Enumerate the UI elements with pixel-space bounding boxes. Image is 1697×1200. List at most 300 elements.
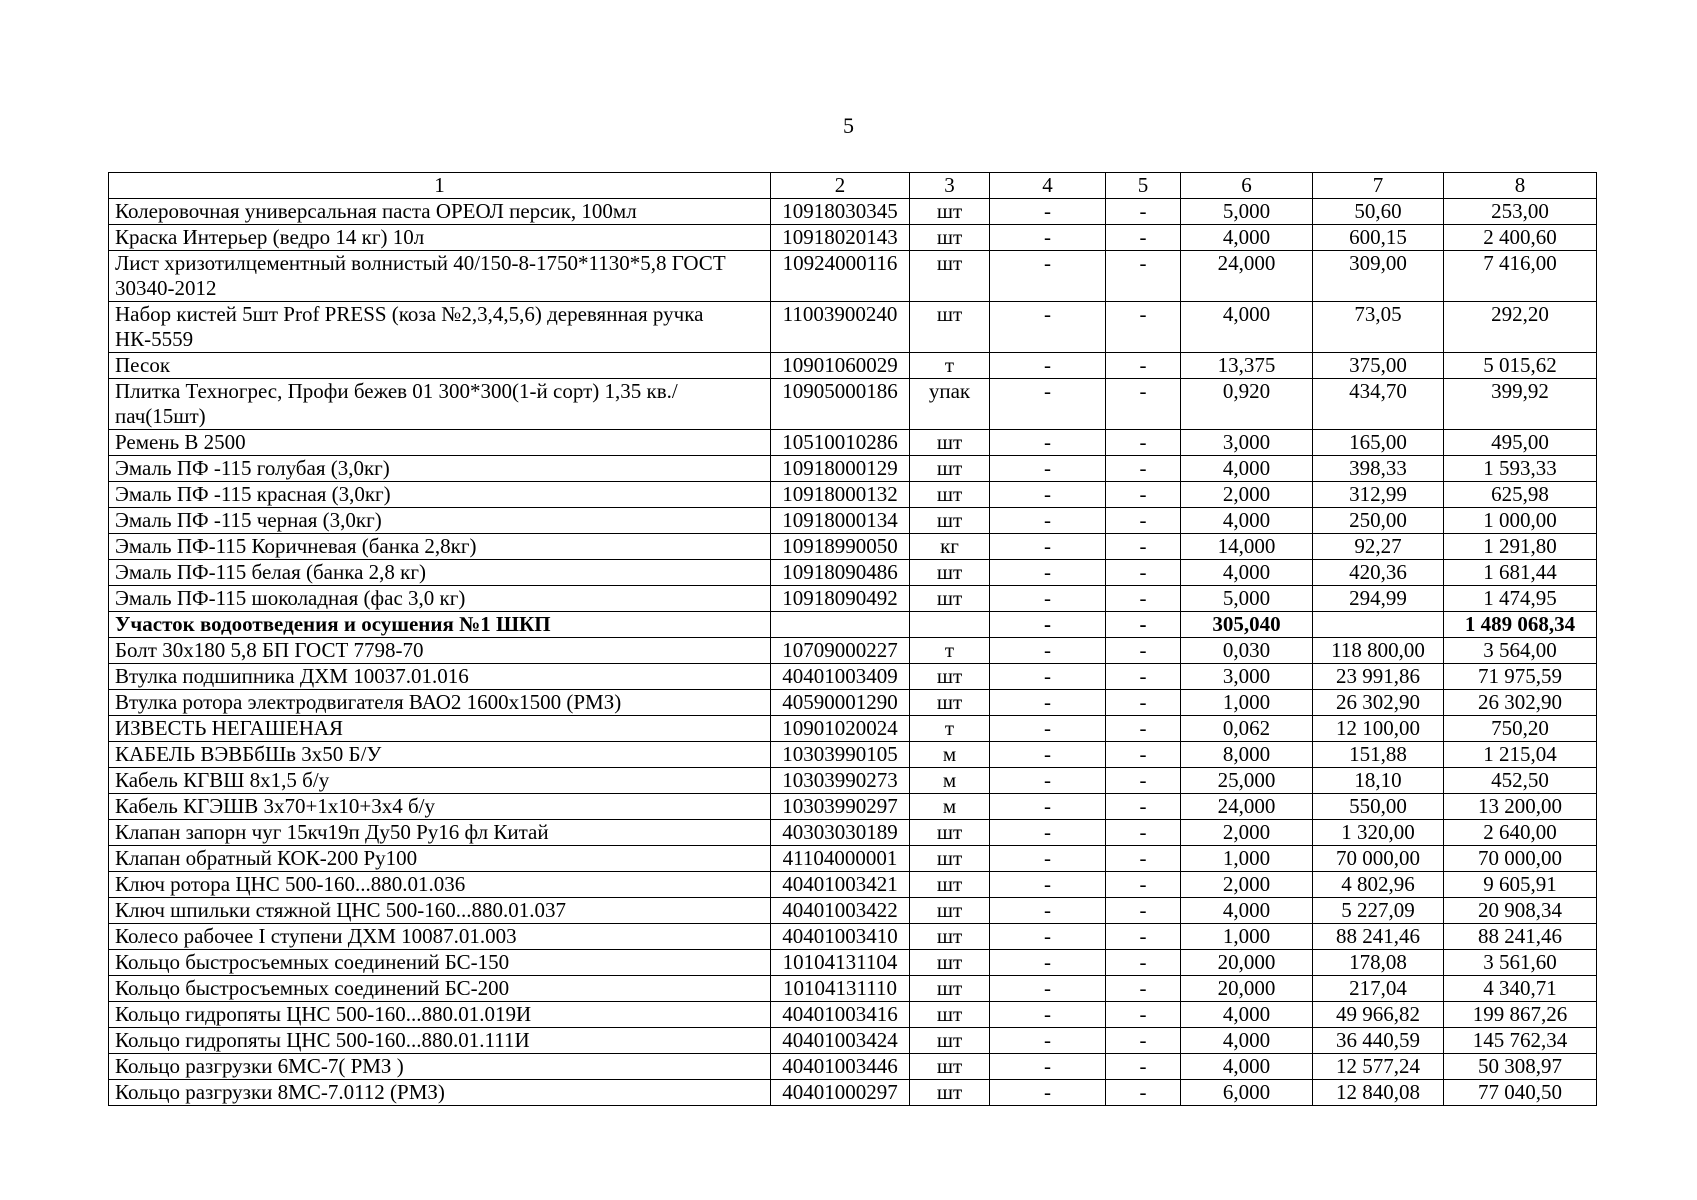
sum-cell: 4 340,71 <box>1444 976 1597 1002</box>
quantity-cell: 0,062 <box>1181 716 1313 742</box>
col4-cell: - <box>990 950 1106 976</box>
item-name-cell: Эмаль ПФ-115 шоколадная (фас 3,0 кг) <box>109 586 771 612</box>
sum-cell: 399,92 <box>1444 379 1597 430</box>
column-number: 4 <box>990 173 1106 199</box>
unit-cell: шт <box>910 872 990 898</box>
price-cell: 23 991,86 <box>1313 664 1444 690</box>
price-cell: 12 577,24 <box>1313 1054 1444 1080</box>
item-code-cell: 40401003446 <box>771 1054 910 1080</box>
unit-cell: шт <box>910 820 990 846</box>
unit-cell: шт <box>910 1080 990 1106</box>
price-cell: 178,08 <box>1313 950 1444 976</box>
table-row <box>109 199 1597 225</box>
item-name-cell: Участок водоотведения и осушения №1 ШКП <box>109 612 771 638</box>
item-code-cell <box>771 612 910 638</box>
unit-cell: шт <box>910 482 990 508</box>
item-name-cell: Болт 30х180 5,8 БП ГОСТ 7798-70 <box>109 638 771 664</box>
unit-cell: шт <box>910 225 990 251</box>
item-name-cell: Ключ ротора ЦНС 500-160...880.01.036 <box>109 872 771 898</box>
quantity-cell: 2,000 <box>1181 482 1313 508</box>
price-cell: 50,60 <box>1313 199 1444 225</box>
column-number: 7 <box>1313 173 1444 199</box>
quantity-cell: 8,000 <box>1181 742 1313 768</box>
col4-cell: - <box>990 898 1106 924</box>
col5-cell: - <box>1106 1028 1181 1054</box>
col4-cell: - <box>990 872 1106 898</box>
table-row <box>109 534 1597 560</box>
item-name-cell: Клапан обратный КОК-200 Ру100 <box>109 846 771 872</box>
item-name-cell: Набор кистей 5шт Prof PRESS (коза №2,3,4,5,6) деревянная ручка НК-5559 <box>109 302 771 353</box>
col5-cell: - <box>1106 950 1181 976</box>
table-row <box>109 508 1597 534</box>
item-name-cell: Втулка подшипника ДХМ 10037.01.016 <box>109 664 771 690</box>
quantity-cell: 24,000 <box>1181 794 1313 820</box>
sum-cell: 1 681,44 <box>1444 560 1597 586</box>
table-row <box>109 638 1597 664</box>
quantity-cell: 2,000 <box>1181 872 1313 898</box>
col5-cell: - <box>1106 612 1181 638</box>
quantity-cell: 4,000 <box>1181 225 1313 251</box>
quantity-cell: 20,000 <box>1181 976 1313 1002</box>
sum-cell: 71 975,59 <box>1444 664 1597 690</box>
col4-cell: - <box>990 1054 1106 1080</box>
item-name-cell: Колесо рабочее I ступени ДХМ 10087.01.003 <box>109 924 771 950</box>
item-code-cell: 40401003424 <box>771 1028 910 1054</box>
column-number-row <box>109 173 1597 199</box>
table-row <box>109 976 1597 1002</box>
price-cell: 434,70 <box>1313 379 1444 430</box>
col4-cell: - <box>990 482 1106 508</box>
unit-cell: т <box>910 353 990 379</box>
quantity-cell: 13,375 <box>1181 353 1313 379</box>
col4-cell: - <box>990 846 1106 872</box>
col4-cell: - <box>990 742 1106 768</box>
table-row <box>109 768 1597 794</box>
item-name-cell: Втулка ротора электродвигателя ВАО2 1600х1500 (РМЗ) <box>109 690 771 716</box>
unit-cell: шт <box>910 560 990 586</box>
col4-cell: - <box>990 251 1106 302</box>
col4-cell: - <box>990 560 1106 586</box>
item-code-cell: 10918090492 <box>771 586 910 612</box>
item-name-cell: Эмаль ПФ -115 черная (3,0кг) <box>109 508 771 534</box>
price-cell: 36 440,59 <box>1313 1028 1444 1054</box>
table-row <box>109 456 1597 482</box>
unit-cell <box>910 612 990 638</box>
quantity-cell: 0,030 <box>1181 638 1313 664</box>
quantity-cell: 24,000 <box>1181 251 1313 302</box>
col4-cell: - <box>990 379 1106 430</box>
sum-cell: 5 015,62 <box>1444 353 1597 379</box>
item-name-cell: Лист хризотилцементный волнистый 40/150-8-1750*1130*5,8 ГОСТ 30340-2012 <box>109 251 771 302</box>
table-row <box>109 664 1597 690</box>
col4-cell: - <box>990 534 1106 560</box>
item-code-cell: 10303990297 <box>771 794 910 820</box>
col5-cell: - <box>1106 560 1181 586</box>
price-cell: 398,33 <box>1313 456 1444 482</box>
unit-cell: шт <box>910 456 990 482</box>
col5-cell: - <box>1106 820 1181 846</box>
item-code-cell: 40303030189 <box>771 820 910 846</box>
price-cell: 88 241,46 <box>1313 924 1444 950</box>
item-name-cell: Колеровочная универсальная паста ОРЕОЛ персик, 100мл <box>109 199 771 225</box>
sum-cell: 9 605,91 <box>1444 872 1597 898</box>
item-code-cell: 10901060029 <box>771 353 910 379</box>
unit-cell: шт <box>910 1054 990 1080</box>
sum-cell: 292,20 <box>1444 302 1597 353</box>
quantity-cell: 4,000 <box>1181 508 1313 534</box>
sum-cell: 1 000,00 <box>1444 508 1597 534</box>
col4-cell: - <box>990 820 1106 846</box>
item-name-cell: Кольцо разгрузки 6МС-7( РМЗ ) <box>109 1054 771 1080</box>
price-cell: 250,00 <box>1313 508 1444 534</box>
item-code-cell: 10918990050 <box>771 534 910 560</box>
quantity-cell: 5,000 <box>1181 586 1313 612</box>
item-code-cell: 10303990105 <box>771 742 910 768</box>
item-code-cell: 40401003409 <box>771 664 910 690</box>
col4-cell: - <box>990 664 1106 690</box>
col5-cell: - <box>1106 586 1181 612</box>
col4-cell: - <box>990 1028 1106 1054</box>
col5-cell: - <box>1106 976 1181 1002</box>
unit-cell: шт <box>910 898 990 924</box>
item-code-cell: 10303990273 <box>771 768 910 794</box>
price-cell: 49 966,82 <box>1313 1002 1444 1028</box>
item-code-cell: 10104131110 <box>771 976 910 1002</box>
sum-cell: 253,00 <box>1444 199 1597 225</box>
quantity-cell: 4,000 <box>1181 560 1313 586</box>
table-row <box>109 251 1597 302</box>
quantity-cell: 4,000 <box>1181 1002 1313 1028</box>
sum-cell: 1 489 068,34 <box>1444 612 1597 638</box>
price-cell: 550,00 <box>1313 794 1444 820</box>
col5-cell: - <box>1106 1002 1181 1028</box>
table-row <box>109 846 1597 872</box>
item-name-cell: Эмаль ПФ-115 белая (банка 2,8 кг) <box>109 560 771 586</box>
item-name-cell: Эмаль ПФ -115 красная (3,0кг) <box>109 482 771 508</box>
col5-cell: - <box>1106 302 1181 353</box>
quantity-cell: 2,000 <box>1181 820 1313 846</box>
unit-cell: м <box>910 768 990 794</box>
col5-cell: - <box>1106 846 1181 872</box>
col5-cell: - <box>1106 742 1181 768</box>
sum-cell: 750,20 <box>1444 716 1597 742</box>
item-code-cell: 10918090486 <box>771 560 910 586</box>
col5-cell: - <box>1106 924 1181 950</box>
col4-cell: - <box>990 612 1106 638</box>
col5-cell: - <box>1106 794 1181 820</box>
quantity-cell: 4,000 <box>1181 898 1313 924</box>
unit-cell: шт <box>910 199 990 225</box>
col5-cell: - <box>1106 898 1181 924</box>
unit-cell: шт <box>910 251 990 302</box>
table-row <box>109 586 1597 612</box>
col4-cell: - <box>990 794 1106 820</box>
col5-cell: - <box>1106 872 1181 898</box>
unit-cell: шт <box>910 950 990 976</box>
item-code-cell: 10905000186 <box>771 379 910 430</box>
unit-cell: шт <box>910 976 990 1002</box>
col4-cell: - <box>990 638 1106 664</box>
price-cell: 18,10 <box>1313 768 1444 794</box>
item-name-cell: Кольцо гидропяты ЦНС 500-160...880.01.111И <box>109 1028 771 1054</box>
unit-cell: шт <box>910 664 990 690</box>
unit-cell: шт <box>910 586 990 612</box>
table-row <box>109 1002 1597 1028</box>
column-number: 3 <box>910 173 990 199</box>
table-row <box>109 560 1597 586</box>
price-cell: 375,00 <box>1313 353 1444 379</box>
col4-cell: - <box>990 976 1106 1002</box>
item-code-cell: 10924000116 <box>771 251 910 302</box>
col5-cell: - <box>1106 638 1181 664</box>
quantity-cell: 5,000 <box>1181 199 1313 225</box>
price-cell <box>1313 612 1444 638</box>
price-cell: 312,99 <box>1313 482 1444 508</box>
item-name-cell: КАБЕЛЬ ВЭВБбШв 3х50 Б/У <box>109 742 771 768</box>
price-cell: 12 100,00 <box>1313 716 1444 742</box>
col5-cell: - <box>1106 430 1181 456</box>
unit-cell: шт <box>910 430 990 456</box>
sum-cell: 77 040,50 <box>1444 1080 1597 1106</box>
column-number: 6 <box>1181 173 1313 199</box>
item-code-cell: 10104131104 <box>771 950 910 976</box>
sum-cell: 1 593,33 <box>1444 456 1597 482</box>
unit-cell: шт <box>910 846 990 872</box>
column-number: 1 <box>109 173 771 199</box>
quantity-cell: 1,000 <box>1181 846 1313 872</box>
price-cell: 294,99 <box>1313 586 1444 612</box>
table-row <box>109 430 1597 456</box>
sum-cell: 13 200,00 <box>1444 794 1597 820</box>
col4-cell: - <box>990 1002 1106 1028</box>
col5-cell: - <box>1106 482 1181 508</box>
item-code-cell: 10901020024 <box>771 716 910 742</box>
table-row <box>109 1028 1597 1054</box>
table-row <box>109 742 1597 768</box>
item-name-cell: Кольцо быстросъемных соединений БС-200 <box>109 976 771 1002</box>
item-code-cell: 41104000001 <box>771 846 910 872</box>
quantity-cell: 3,000 <box>1181 430 1313 456</box>
quantity-cell: 4,000 <box>1181 456 1313 482</box>
item-code-cell: 11003900240 <box>771 302 910 353</box>
col4-cell: - <box>990 586 1106 612</box>
quantity-cell: 25,000 <box>1181 768 1313 794</box>
sum-cell: 3 564,00 <box>1444 638 1597 664</box>
item-name-cell: Кольцо разгрузки 8МС-7.0112 (РМЗ) <box>109 1080 771 1106</box>
unit-cell: упак <box>910 379 990 430</box>
item-name-cell: Ремень В 2500 <box>109 430 771 456</box>
sum-cell: 1 291,80 <box>1444 534 1597 560</box>
unit-cell: шт <box>910 1002 990 1028</box>
item-name-cell: ИЗВЕСТЬ НЕГАШЕНАЯ <box>109 716 771 742</box>
sum-cell: 495,00 <box>1444 430 1597 456</box>
col4-cell: - <box>990 768 1106 794</box>
quantity-cell: 20,000 <box>1181 950 1313 976</box>
col4-cell: - <box>990 302 1106 353</box>
col5-cell: - <box>1106 508 1181 534</box>
item-code-cell: 40401003421 <box>771 872 910 898</box>
item-code-cell: 40401003410 <box>771 924 910 950</box>
col5-cell: - <box>1106 1080 1181 1106</box>
unit-cell: шт <box>910 924 990 950</box>
quantity-cell: 1,000 <box>1181 924 1313 950</box>
item-code-cell: 10510010286 <box>771 430 910 456</box>
col4-cell: - <box>990 456 1106 482</box>
item-name-cell: Эмаль ПФ -115 голубая (3,0кг) <box>109 456 771 482</box>
col5-cell: - <box>1106 1054 1181 1080</box>
price-cell: 420,36 <box>1313 560 1444 586</box>
col4-cell: - <box>990 924 1106 950</box>
quantity-cell: 4,000 <box>1181 302 1313 353</box>
table-row <box>109 950 1597 976</box>
quantity-cell: 0,920 <box>1181 379 1313 430</box>
sum-cell: 452,50 <box>1444 768 1597 794</box>
col4-cell: - <box>990 353 1106 379</box>
unit-cell: т <box>910 638 990 664</box>
price-cell: 118 800,00 <box>1313 638 1444 664</box>
col5-cell: - <box>1106 664 1181 690</box>
price-cell: 600,15 <box>1313 225 1444 251</box>
item-code-cell: 40590001290 <box>771 690 910 716</box>
col5-cell: - <box>1106 199 1181 225</box>
sum-cell: 1 215,04 <box>1444 742 1597 768</box>
item-code-cell: 10918000132 <box>771 482 910 508</box>
col4-cell: - <box>990 716 1106 742</box>
price-cell: 26 302,90 <box>1313 690 1444 716</box>
unit-cell: шт <box>910 1028 990 1054</box>
col5-cell: - <box>1106 534 1181 560</box>
unit-cell: шт <box>910 302 990 353</box>
quantity-cell: 4,000 <box>1181 1028 1313 1054</box>
sum-cell: 1 474,95 <box>1444 586 1597 612</box>
table-row <box>109 716 1597 742</box>
price-cell: 73,05 <box>1313 302 1444 353</box>
table-row <box>109 225 1597 251</box>
price-cell: 165,00 <box>1313 430 1444 456</box>
quantity-cell: 305,040 <box>1181 612 1313 638</box>
sum-cell: 70 000,00 <box>1444 846 1597 872</box>
unit-cell: шт <box>910 690 990 716</box>
sum-cell: 625,98 <box>1444 482 1597 508</box>
item-code-cell: 10709000227 <box>771 638 910 664</box>
price-cell: 309,00 <box>1313 251 1444 302</box>
col4-cell: - <box>990 508 1106 534</box>
unit-cell: м <box>910 742 990 768</box>
item-code-cell: 40401003422 <box>771 898 910 924</box>
table-row <box>109 794 1597 820</box>
col4-cell: - <box>990 225 1106 251</box>
item-name-cell: Кабель КГЭШВ 3х70+1х10+3х4 б/у <box>109 794 771 820</box>
sum-cell: 50 308,97 <box>1444 1054 1597 1080</box>
col4-cell: - <box>990 690 1106 716</box>
item-code-cell: 40401000297 <box>771 1080 910 1106</box>
col5-cell: - <box>1106 353 1181 379</box>
price-cell: 92,27 <box>1313 534 1444 560</box>
price-cell: 217,04 <box>1313 976 1444 1002</box>
sum-cell: 20 908,34 <box>1444 898 1597 924</box>
quantity-cell: 3,000 <box>1181 664 1313 690</box>
price-cell: 151,88 <box>1313 742 1444 768</box>
table-row <box>109 1054 1597 1080</box>
item-code-cell: 10918030345 <box>771 199 910 225</box>
item-code-cell: 10918020143 <box>771 225 910 251</box>
sum-cell: 2 640,00 <box>1444 820 1597 846</box>
col5-cell: - <box>1106 690 1181 716</box>
table-row <box>109 1080 1597 1106</box>
unit-cell: шт <box>910 508 990 534</box>
sum-cell: 7 416,00 <box>1444 251 1597 302</box>
price-cell: 4 802,96 <box>1313 872 1444 898</box>
quantity-cell: 4,000 <box>1181 1054 1313 1080</box>
price-cell: 5 227,09 <box>1313 898 1444 924</box>
quantity-cell: 14,000 <box>1181 534 1313 560</box>
col4-cell: - <box>990 430 1106 456</box>
col5-cell: - <box>1106 768 1181 794</box>
item-name-cell: Эмаль ПФ-115 Коричневая (банка 2,8кг) <box>109 534 771 560</box>
table-row <box>109 302 1597 353</box>
sum-cell: 145 762,34 <box>1444 1028 1597 1054</box>
table-row <box>109 820 1597 846</box>
column-number: 8 <box>1444 173 1597 199</box>
col4-cell: - <box>990 1080 1106 1106</box>
table-row <box>109 353 1597 379</box>
table-row <box>109 482 1597 508</box>
column-number: 2 <box>771 173 910 199</box>
sum-cell: 199 867,26 <box>1444 1002 1597 1028</box>
item-code-cell: 10918000129 <box>771 456 910 482</box>
column-number: 5 <box>1106 173 1181 199</box>
table-row <box>109 690 1597 716</box>
item-name-cell: Кабель КГВШ 8х1,5 б/у <box>109 768 771 794</box>
unit-cell: кг <box>910 534 990 560</box>
price-cell: 70 000,00 <box>1313 846 1444 872</box>
item-name-cell: Песок <box>109 353 771 379</box>
col5-cell: - <box>1106 225 1181 251</box>
price-cell: 1 320,00 <box>1313 820 1444 846</box>
sum-cell: 26 302,90 <box>1444 690 1597 716</box>
table-row <box>109 379 1597 430</box>
price-cell: 12 840,08 <box>1313 1080 1444 1106</box>
item-name-cell: Ключ шпильки стяжной ЦНС 500-160...880.01.037 <box>109 898 771 924</box>
col4-cell: - <box>990 199 1106 225</box>
sum-cell: 88 241,46 <box>1444 924 1597 950</box>
item-name-cell: Клапан запорн чуг 15кч19п Ду50 Ру16 фл Китай <box>109 820 771 846</box>
page-number: 5 <box>843 113 854 138</box>
materials-table <box>108 172 1597 1106</box>
table-body <box>109 173 1597 1106</box>
quantity-cell: 6,000 <box>1181 1080 1313 1106</box>
col5-cell: - <box>1106 379 1181 430</box>
table-row <box>109 924 1597 950</box>
unit-cell: т <box>910 716 990 742</box>
sum-cell: 2 400,60 <box>1444 225 1597 251</box>
table-row <box>109 872 1597 898</box>
section-row <box>109 612 1597 638</box>
col5-cell: - <box>1106 716 1181 742</box>
quantity-cell: 1,000 <box>1181 690 1313 716</box>
item-code-cell: 40401003416 <box>771 1002 910 1028</box>
item-name-cell: Кольцо быстросъемных соединений БС-150 <box>109 950 771 976</box>
sum-cell: 3 561,60 <box>1444 950 1597 976</box>
item-name-cell: Краска Интерьер (ведро 14 кг) 10л <box>109 225 771 251</box>
item-name-cell: Плитка Техногрес, Профи бежев 01 300*300(1-й сорт) 1,35 кв./пач(15шт) <box>109 379 771 430</box>
col5-cell: - <box>1106 456 1181 482</box>
col5-cell: - <box>1106 251 1181 302</box>
table-row <box>109 898 1597 924</box>
item-name-cell: Кольцо гидропяты ЦНС 500-160...880.01.019И <box>109 1002 771 1028</box>
unit-cell: м <box>910 794 990 820</box>
item-code-cell: 10918000134 <box>771 508 910 534</box>
